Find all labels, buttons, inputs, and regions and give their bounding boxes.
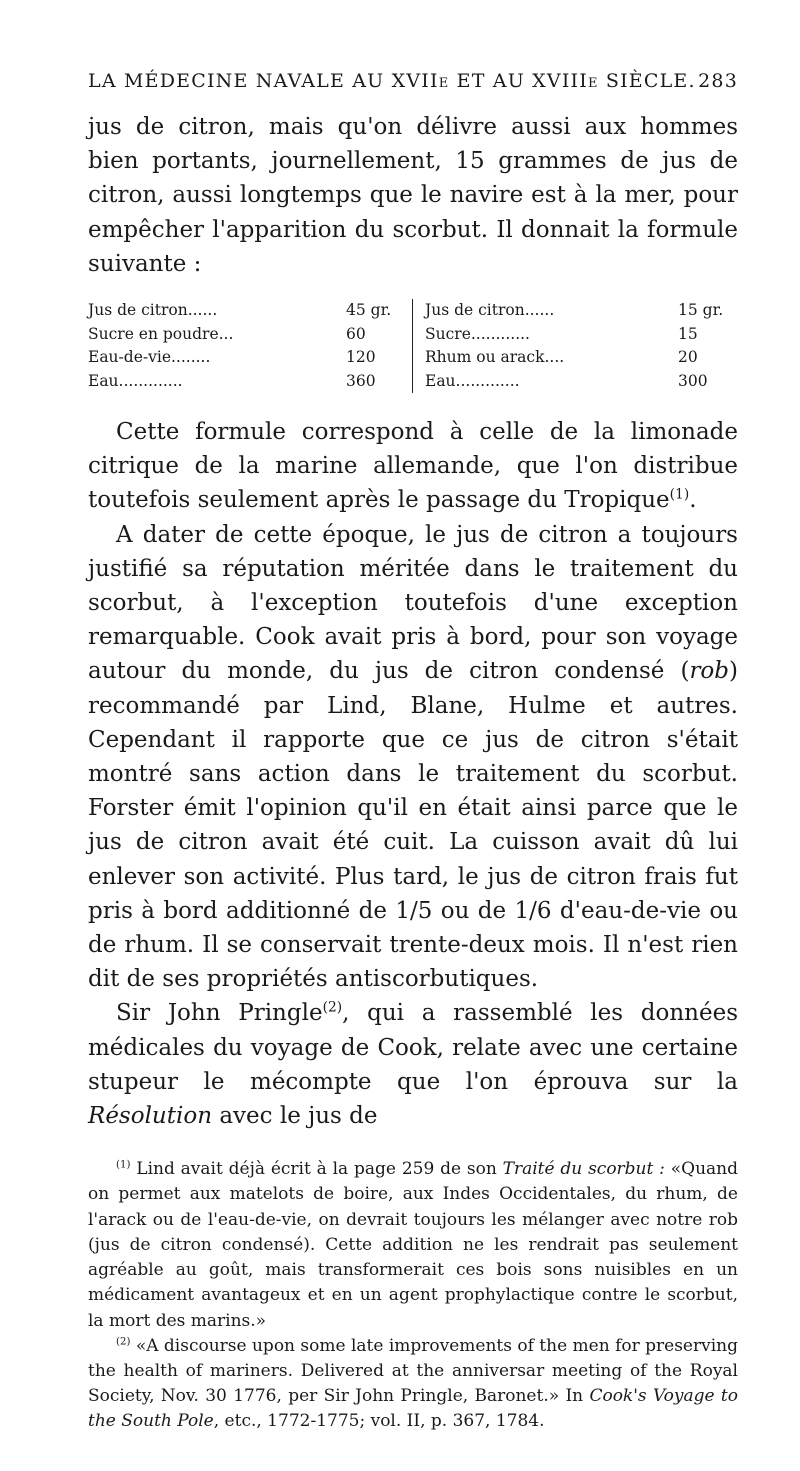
paragraph-text: A dater de cette époque, le jus de citron a toujours justifié sa réputation méritée dans le traitement du scorbut, à l'exception toutefois d'une exception remarquable. Cook avait pris à bord, pour son voyage autour du monde, du jus de citron condensé ( xyxy=(88,521,738,685)
paragraph-text: Sir John Pringle xyxy=(116,1000,323,1027)
paragraph-limonade xyxy=(88,415,738,518)
page-number: 283 xyxy=(698,70,738,92)
recipe-column-right xyxy=(413,299,738,393)
ingredient-name: Jus de citron...... xyxy=(88,301,218,320)
footnote-text: , etc., 1772-1775; vol. II, p. 367, 1784. xyxy=(213,1411,545,1432)
recipe-table xyxy=(88,299,738,393)
ingredient-name: Rhum ou arack.... xyxy=(425,348,565,367)
footnote-text: «Quand on permet aux matelots de boire, aux Indes Occidentales, du rhum, de l'arack ou de l'eau-de-vie, on devrait toujours les mélanger avec notre rob (jus de citron condensé). Cette addition ne les rendrait pas seulement agréable au goût, mais transformerait ces bois sons nuisibles en un médicament avantageux et en un agent prophylactique contre le scorbut, la mort des marins.» xyxy=(88,1159,738,1331)
footnote-mark: (1) xyxy=(116,1159,131,1171)
paragraph-end: . xyxy=(689,487,697,514)
running-head xyxy=(88,70,738,92)
ingredient-qty: 360 xyxy=(346,371,376,390)
ingredient-qty: 20 xyxy=(678,348,698,367)
recipe-row xyxy=(425,323,738,347)
ingredient-name: Jus de citron...... xyxy=(425,301,555,320)
body-text xyxy=(88,110,738,1133)
ship-name: Résolution xyxy=(88,1103,213,1130)
book-title: Cook's Voyage to the South Pole xyxy=(88,1386,738,1432)
ingredient-name: Eau............. xyxy=(88,371,183,390)
ingredient-name: Sucre en poudre... xyxy=(88,324,234,343)
paragraph-pringle xyxy=(88,996,738,1133)
recipe-row xyxy=(88,370,406,394)
running-head-title: LA MÉDECINE NAVALE AU XVIIe ET AU XVIIIe SIÈCLE. xyxy=(88,70,696,92)
ingredient-name: Eau-de-vie........ xyxy=(88,348,211,367)
book-title: Traité du scorbut : xyxy=(502,1159,665,1180)
rob-term: rob xyxy=(689,658,730,685)
page xyxy=(88,70,738,1435)
ingredient-qty: 120 xyxy=(346,348,376,367)
ingredient-qty: 60 xyxy=(346,324,366,343)
paragraph-text: ) recommandé par Lind, Blane, Hulme et autres. Cependant il rapporte que ce jus de citron s'était montré sans action dans le traitement du scorbut. Forster émit l'opinion qu'il en était ainsi parce que le jus de citron avait été cuit. La cuisson avait dû lui enlever son activité. Plus tard, le jus de citron frais fut pris à bord additionné de 1/5 ou de 1/6 d'eau-de-vie ou de rhum. Il se conservait trente-deux mois. Il n'est rien dit de ses propriétés antiscorbutiques. xyxy=(88,658,738,993)
paragraph-cook xyxy=(88,518,738,997)
footnote-ref: (1) xyxy=(669,486,690,503)
ingredient-qty: 300 xyxy=(678,371,708,390)
ingredient-qty: 15 gr. xyxy=(678,301,724,320)
footnote-2 xyxy=(88,1334,738,1435)
footnote-text: «A discourse upon some late improvements of the men for preserving the health of mariners. Delivered at the anniversar meeting of the Royal Society, Nov. 30 1776, per Sir John Pringle, Baronet.» In xyxy=(88,1335,738,1407)
footnotes xyxy=(88,1157,738,1434)
footnote-text: Lind avait déjà écrit à la page 259 de son xyxy=(130,1159,503,1180)
paragraph-text: Cette formule correspond à celle de la limonade citrique de la marine allemande, que l'on distribue toutefois seulement après le passage du Tropique xyxy=(88,419,738,514)
recipe-row xyxy=(88,299,406,323)
recipe-column-left xyxy=(88,299,413,393)
recipe-row xyxy=(425,346,738,370)
footnote-1 xyxy=(88,1157,738,1333)
recipe-row xyxy=(425,370,738,394)
ingredient-qty: 45 gr. xyxy=(346,301,392,320)
recipe-row xyxy=(88,323,406,347)
ingredient-qty: 15 xyxy=(678,324,698,343)
ingredient-name: Eau............. xyxy=(425,371,520,390)
footnote-mark: (2) xyxy=(116,1336,131,1348)
ingredient-name: Sucre............ xyxy=(425,324,530,343)
recipe-row xyxy=(88,346,406,370)
paragraph-text: avec le jus de xyxy=(212,1103,378,1130)
footnote-ref: (2) xyxy=(322,999,343,1016)
paragraph-continuation: jus de citron, mais qu'on délivre aussi aux hommes bien portants, journellement, 15 grammes de jus de citron, aussi longtemps que le navire est à la mer, pour empêcher l'apparition du scorbut. Il donnait la formule suivante : xyxy=(88,114,738,277)
recipe-row xyxy=(425,299,738,323)
paragraph-text: , qui a rassemblé les données médicales du voyage de Cook, relate avec une certaine stupeur le mécompte que l'on éprouva sur la xyxy=(88,1000,738,1095)
